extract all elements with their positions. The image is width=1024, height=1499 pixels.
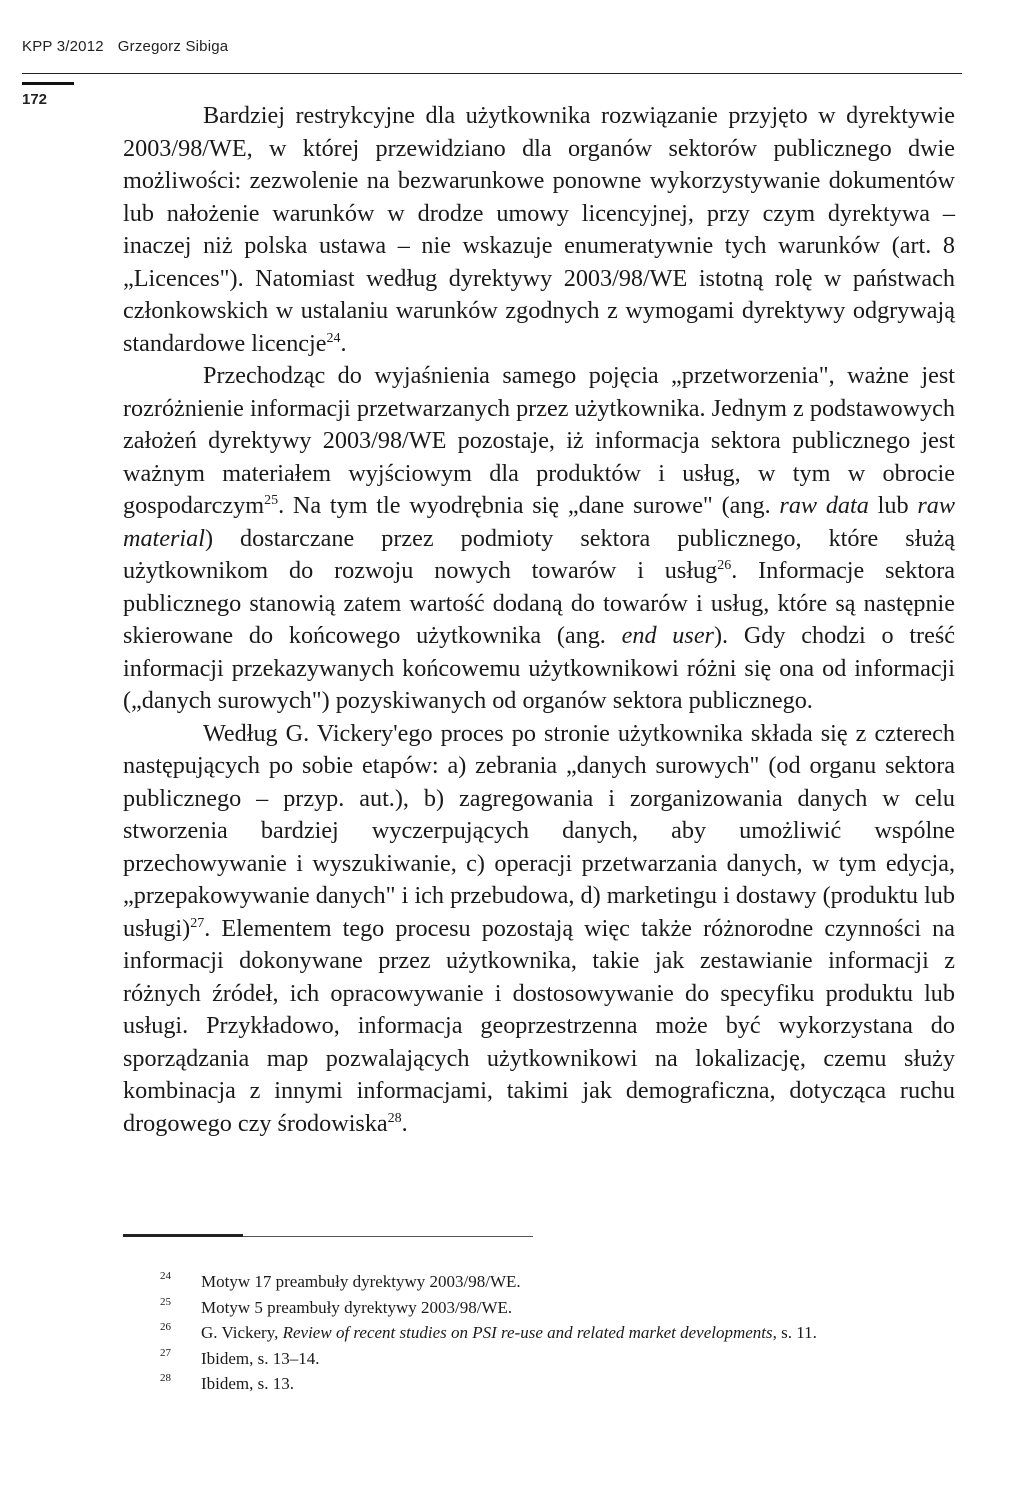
footnote-ref-24: 24 bbox=[326, 330, 341, 346]
footnote-26: 26 G. Vickery, Review of recent studies on PSI re-use and related market developments, s. 11. bbox=[160, 1320, 960, 1346]
term-raw-material: raw material bbox=[123, 492, 955, 552]
main-text bbox=[123, 100, 955, 1140]
footnote-28: 28 Ibidem, s. 13. bbox=[160, 1371, 960, 1397]
footnote-separator-accent bbox=[123, 1234, 243, 1237]
footnote-number: 27 bbox=[160, 1346, 171, 1359]
footnote-ref-25: 25 bbox=[264, 493, 279, 508]
footnote-24: 24 Motyw 17 preambuły dyrektywy 2003/98/WE. bbox=[160, 1269, 960, 1295]
footnote-25: 25 Motyw 5 preambuły dyrektywy 2003/98/WE. bbox=[160, 1295, 960, 1321]
paragraph-1: Bardziej restrykcyjne dla użytkownika rozwiązanie przyjęto w dyrektywie 2003/98/WE, w której przewidziano dla organów sektorów publicznego dwie możliwości: zezwolenie na bezwarunkowe ponowne wykorzystywanie dokumentów lub nałożenie warunków w drodze umowy licencyjnej, przy czym dyrektywa – inaczej niż polska ustawa – nie wskazuje enumeratywnie tych warunków (art. 8 „Licences"). Natomiast według dyrektywy 2003/98/WE istotną rolę w państwach członkowskich w ustalaniu warunków zgodnych z wymogami dyrektywy odgrywają standardowe licencje$^{24}$. bbox=[123, 102, 955, 357]
header-rule bbox=[22, 73, 962, 74]
footnote-number: 25 bbox=[160, 1295, 171, 1308]
footnote-ref-27: 27 bbox=[190, 915, 205, 931]
footnotes bbox=[160, 1269, 960, 1397]
footnote-ref-28: 28 bbox=[387, 1110, 402, 1126]
cited-title: Review of recent studies on PSI re-use and related market developments bbox=[282, 1323, 773, 1342]
footnote-number: 28 bbox=[160, 1372, 171, 1384]
footnote-number: 26 bbox=[160, 1321, 171, 1333]
journal-issue: KPP 3/2012 bbox=[22, 38, 104, 55]
footnote-ref-26: 26 bbox=[717, 558, 732, 573]
term-end-user: end user bbox=[621, 622, 714, 649]
term-raw-data: raw data bbox=[779, 492, 869, 519]
footnote-27: 27 Ibidem, s. 13–14. bbox=[160, 1346, 960, 1372]
footnote-number: 24 bbox=[160, 1270, 171, 1282]
paragraph-3: Według G. Vickery'ego proces po stronie użytkownika składa się z czterech następujących po sobie etapów: a) zebrania „danych surowych" (od organu sektora publicznego – przyp. aut.), b) zagregowania i zorganizowania danych w celu stworzenia bardziej wyczerpujących danych, aby umożliwić wspólne przechowywanie i wyszukiwanie, c) operacji przetwarzania danych, w tym edycja, „przepakowywanie danych" i ich przebudowa, d) marketingu i dostawy (produktu lub usługi)$^{27}$. Elementem tego procesu pozostają więc także różnorodne czynności na informacji dokonywane przez użytkownika, takie jak zestawianie informacji z różnych źródeł, ich opracowywanie i dostosowywanie do specyfiku produktu lub usługi. Przykładowo, informacja geoprzestrzenna może być wykorzystana do sporządzania map pozwalających użytkownikowi na lokalizację, czemu służy kombinacja z innymi informacjami, takimi jak demograficzna, dotycząca ruchu drogowego czy środowiska$^{28}$. bbox=[123, 719, 955, 1137]
running-head bbox=[22, 38, 228, 55]
author-name: Grzegorz Sibiga bbox=[117, 38, 229, 55]
page-number: 172 bbox=[22, 82, 74, 108]
paragraph-2: Przechodząc do wyjaśnienia samego pojęcia „przetworzenia", ważne jest rozróżnienie informacji przetwarzanych przez użytkownika. Jednym z podstawowych założeń dyrektywy 2003/98/WE pozostaje, iż informacja sektora publicznego jest ważnym materiałem wyjściowym dla produktów i usług, w tym w obrocie gospodarczym$^{25}$. Na tym tle wyodrębnia się „dane surowe" (ang. raw data lub raw material) dostarczane przez podmioty sektora publicznego, które służą użytkownikom do rozwoju nowych towarów i usług$^{26}$. Informacje sektora publicznego stanowią zatem wartość dodaną do towarów i usług, które są następnie skierowane do końcowego użytkownika (ang. end user). Gdy chodzi o treść informacji przekazywanych końcowemu użytkownikowi różni się ona od informacji („danych surowych") pozyskiwanych od organów sektora publicznego. bbox=[123, 362, 956, 714]
